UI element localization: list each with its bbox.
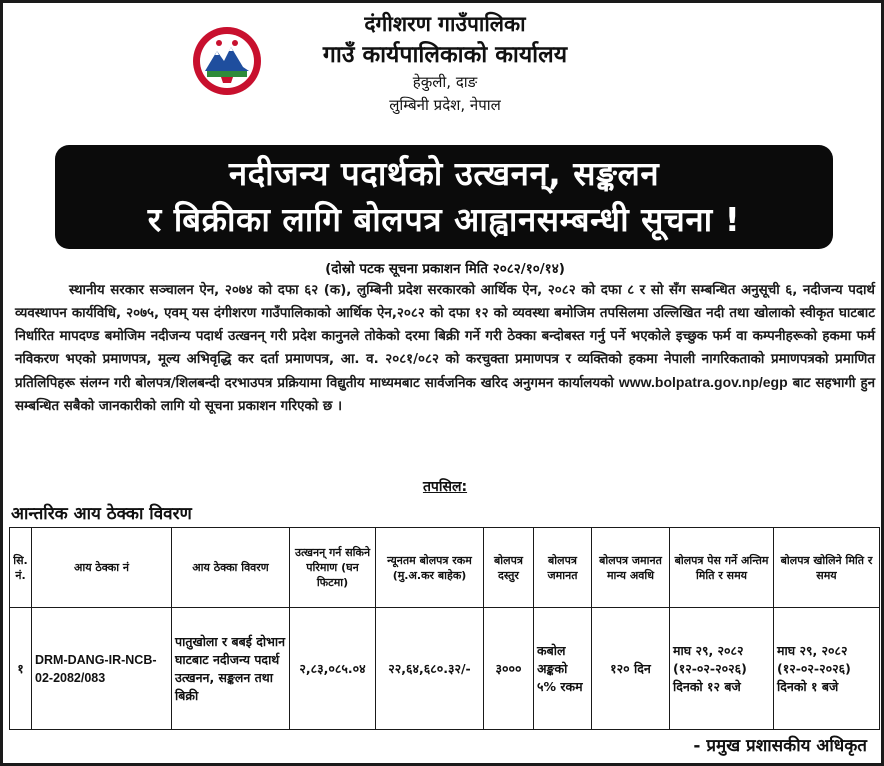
notice-body: [15, 279, 875, 418]
header-opening: बोलपत्र खोलिने मिति र समय: [774, 528, 880, 608]
letterhead: [3, 9, 884, 116]
header-validity: बोलपत्र जमानत मान्य अवधि: [592, 528, 670, 608]
header-security: बोलपत्र जमानत: [534, 528, 592, 608]
header-sn: सि. नं.: [10, 528, 32, 608]
office-province: लुम्बिनी प्रदेश, नेपाल: [389, 96, 501, 114]
bolpatra-url: www.bolpatra.gov.np/egp: [618, 374, 788, 390]
notice-body-text-1: स्थानीय सरकार सञ्चालन ऐन, २०७४ को दफा ६२ (क), लुम्बिनी प्रदेश सरकारको आर्थिक ऐन, २०८२ को दफा ८ र सो सँग सम्बन्धित अनुसूची ६, नदीजन्य पदार्थ व्यवस्थापन कार्यविधि, २०७५, एवम् यस दंगीशरण गाउँपालिकाको आर्थिक ऐन,२०८२ को दफा १२ को व्यवस्था बमोजिम तपसिलमा उल्लिखित नदी तथा खोलाको स्वीकृत घाटबाट निर्धारित मापदण्ड बमोजिम नदीजन्य पदार्थ उत्खनन् गरी प्रदेश कानुनले तोकेको दरमा बिक्री गर्ने गरी ठेक्का बन्दोबस्त गर्नु पर्ने भएकोले इच्छुक फर्म वा कम्पनीहरूको हकमा फर्म नविकरण भएको प्रमाणपत्र, मूल्य अभिवृद्धि कर दर्ता प्रमाणपत्र, आ. व. २०८१/०८२ को करचुक्ता प्रमाणपत्र र व्यक्तिको हकमा नेपाली नागरिकताको प्रमाणपत्रको प्रमाणित प्रतिलिपिहरू संलग्न गरी बोलपत्र/शिलबन्दी दरभाउपत्र प्रक्रियामा विद्युतीय माध्यमबाट सार्वजनिक खरिद अनुगमन कार्यालयको: [15, 283, 875, 391]
signatory: - प्रमुख प्रशासकीय अधिकृत: [693, 736, 867, 756]
cell-quantity: २,८३,०८५.०४: [290, 608, 376, 730]
office-location: हेकुली, दाङ: [412, 73, 478, 91]
notice-body-text-2: बाट सहभागी हुन सम्बन्धित सबैको जानकारीको लागि यो सूचना प्रकाशन गरिएको छ ।: [15, 376, 876, 414]
cell-security: कबोल अङ्कको ५% रकम: [534, 608, 592, 730]
notice-title-banner: [55, 145, 833, 249]
tender-table: [9, 527, 880, 730]
cell-submission: माघ २९, २०८२ (१२-०२-२०२६) दिनको १२ बजे: [670, 608, 774, 730]
details-label: तपसिल:: [422, 479, 468, 495]
municipality-name: दंगीशरण गाउँपालिका: [364, 12, 526, 36]
notice-title-line-2: र बिक्रीका लागि बोलपत्र आह्वानसम्बन्धी सूचना !: [147, 200, 741, 239]
cell-sn: १: [10, 608, 32, 730]
cell-description: पातुखोला र बबई दोभान घाटबाट नदीजन्य पदार्थ उत्खनन, सङ्कलन तथा बिक्री: [172, 608, 290, 730]
cell-contract-no: DRM-DANG-IR-NCB-02-2082/083: [32, 608, 172, 730]
cell-fee: ३०००: [484, 608, 534, 730]
section-title: आन्तरिक आय ठेक्का विवरण: [11, 504, 192, 524]
header-quantity: उत्खनन् गर्न सकिने परिमाण (घन फिटमा): [290, 528, 376, 608]
header-submission: बोलपत्र पेस गर्ने अन्तिम मिति र समय: [670, 528, 774, 608]
header-min-amount: न्यूनतम बोलपत्र रकम (मु.अ.कर बाहेक): [376, 528, 484, 608]
notice-title-line-1: नदीजन्य पदार्थको उत्खनन्, सङ्कलन: [228, 154, 660, 193]
cell-opening: माघ २९, २०८२ (१२-०२-२०२६) दिनको १ बजे: [774, 608, 880, 730]
cell-validity: १२० दिन: [592, 608, 670, 730]
table-row: [10, 608, 880, 730]
table-header-row: [10, 528, 880, 608]
cell-min-amount: २२,६४,६८०.३२/-: [376, 608, 484, 730]
header-description: आय ठेक्का विवरण: [172, 528, 290, 608]
publication-date: (दोस्रो पटक सूचना प्रकाशन मिति २०८२/१०/१४): [325, 261, 565, 277]
header-contract-no: आय ठेक्का नं: [32, 528, 172, 608]
header-fee: बोलपत्र दस्तुर: [484, 528, 534, 608]
office-name: गाउँ कार्यपालिकाको कार्यालय: [322, 42, 568, 68]
